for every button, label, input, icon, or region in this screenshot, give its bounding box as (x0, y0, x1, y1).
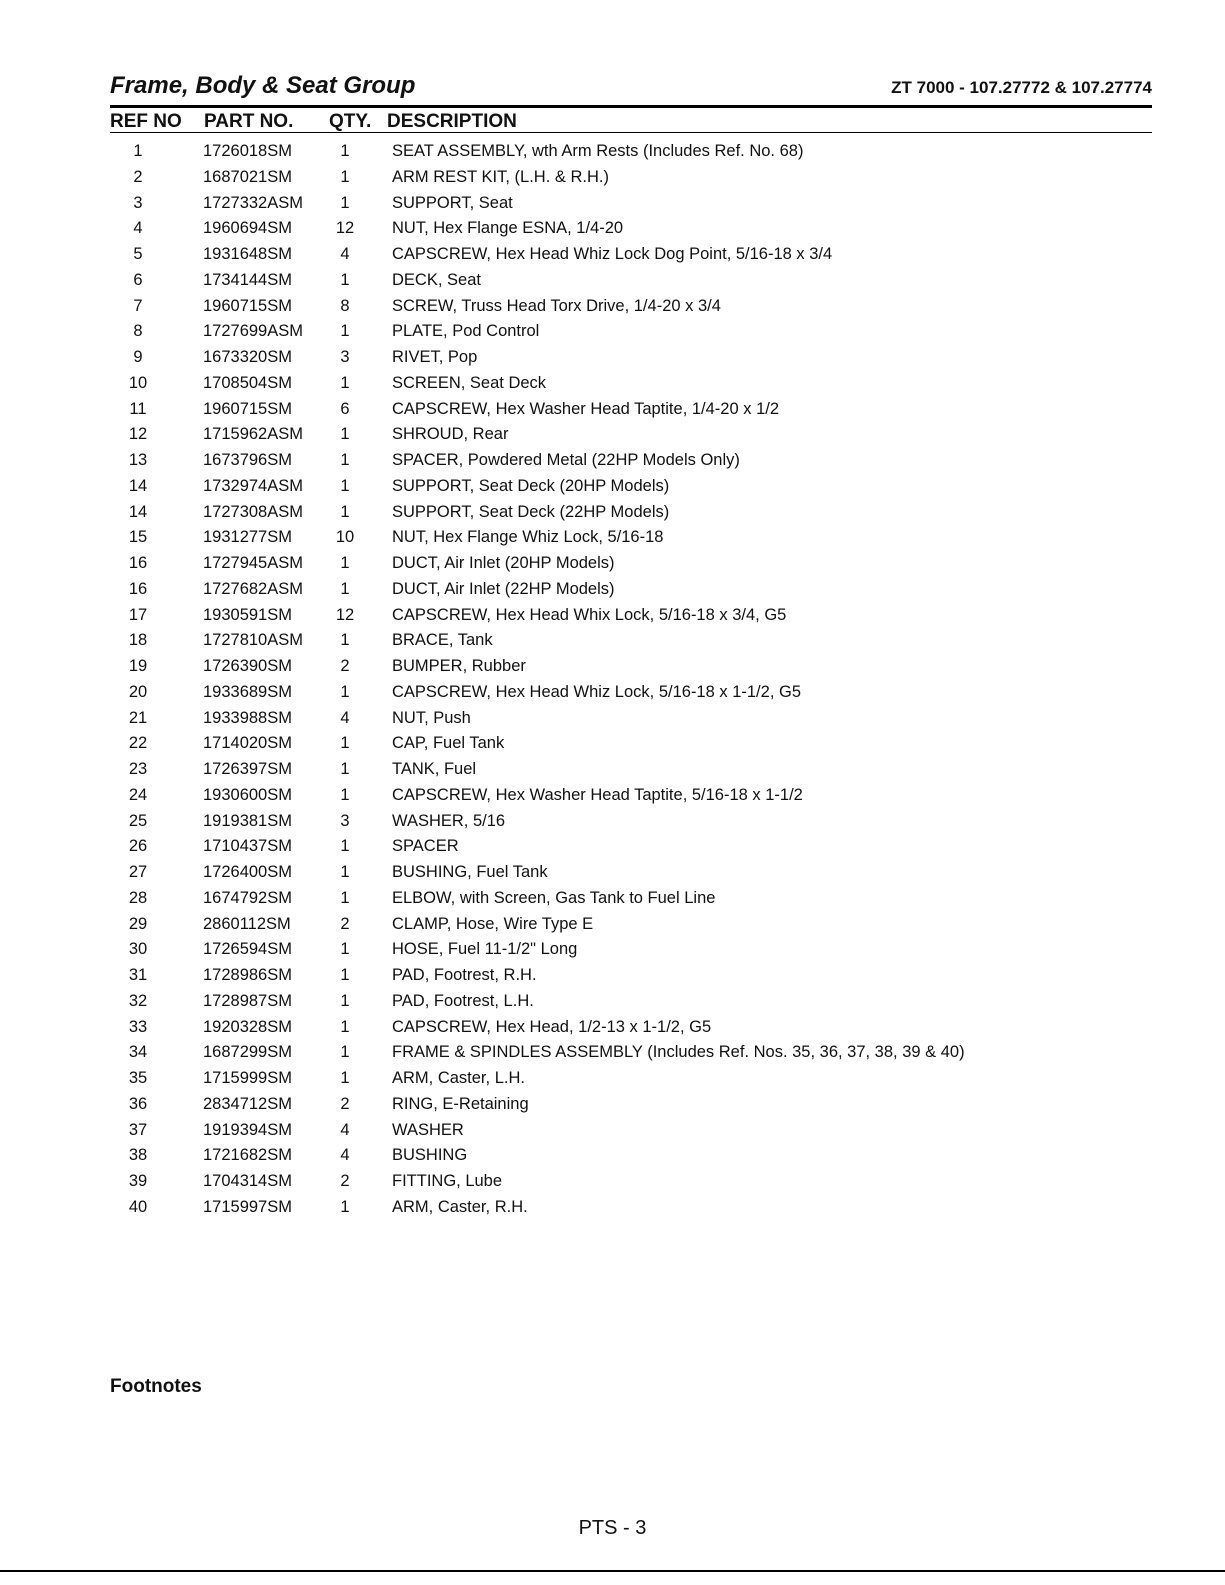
description-cell: RING, E-Retaining (392, 1094, 529, 1113)
quantity-cell: 1 (340, 142, 350, 160)
table-row (0, 809, 1225, 835)
quantity-cell: 1 (340, 373, 350, 392)
quantity-cell: 6 (340, 399, 350, 418)
description-cell: FITTING, Lube (392, 1172, 503, 1190)
ref-number-cell: 31 (128, 966, 148, 984)
part-number-cell: 1933689SM (203, 682, 292, 701)
quantity-cell: 4 (340, 245, 350, 263)
description-cell: CAPSCREW, Hex Head Whiz Lock, 5/16-18 x 1-1/2, G5 (392, 682, 801, 701)
ref-number-cell: 19 (128, 657, 148, 675)
part-number-cell: 1726594SM (203, 940, 292, 959)
table-row (0, 731, 1225, 757)
part-number-cell: 1687021SM (203, 167, 292, 186)
part-number-cell: 1960715SM (203, 296, 292, 315)
table-row (0, 680, 1225, 706)
description-cell: CAPSCREW, Hex Head, 1/2-13 x 1-1/2, G5 (392, 1017, 712, 1036)
quantity-cell: 4 (340, 1120, 350, 1139)
model-number: ZT 7000 - 107.27772 & 107.27774 (891, 78, 1152, 97)
ref-number-cell: 22 (128, 734, 148, 753)
part-number-cell: 1920328SM (203, 1017, 292, 1036)
table-row (0, 474, 1225, 500)
bottom-rule (0, 1570, 1225, 1572)
part-number-cell: 1726390SM (203, 657, 292, 675)
ref-number-cell: 1 (133, 142, 143, 160)
table-row (0, 603, 1225, 629)
table-row (0, 783, 1225, 809)
ref-number-cell: 37 (128, 1120, 148, 1139)
part-number-cell: 1727699ASM (203, 322, 303, 341)
quantity-cell: 1 (340, 1017, 350, 1036)
description-cell: SCREW, Truss Head Torx Drive, 1/4-20 x 3/4 (392, 296, 721, 315)
description-cell: BUSHING (392, 1146, 468, 1165)
description-cell: CAPSCREW, Hex Washer Head Taptite, 5/16-18 x 1-1/2 (392, 785, 803, 804)
quantity-cell: 8 (340, 296, 350, 315)
table-row (0, 1066, 1225, 1092)
quantity-cell: 2 (340, 1172, 350, 1190)
ref-number-cell: 15 (128, 528, 148, 547)
quantity-cell: 1 (340, 502, 350, 521)
part-number-cell: 1931648SM (203, 245, 292, 263)
ref-number-cell: 29 (128, 914, 148, 933)
table-row (0, 345, 1225, 371)
ref-number-cell: 32 (128, 991, 148, 1010)
ref-number-cell: 20 (128, 682, 148, 701)
column-header-description: DESCRIPTION (387, 111, 517, 132)
part-number-cell: 1727810ASM (203, 631, 303, 650)
part-number-cell: 1734144SM (203, 270, 292, 289)
ref-number-cell: 5 (133, 245, 143, 263)
description-cell: HOSE, Fuel 11-1/2" Long (392, 940, 578, 959)
quantity-cell: 12 (335, 219, 355, 238)
quantity-cell: 1 (340, 760, 350, 778)
ref-number-cell: 16 (128, 554, 148, 572)
column-header-ref: REF NO (110, 111, 182, 132)
column-header-part: PART NO. (204, 111, 294, 132)
part-number-cell: 1732974ASM (203, 476, 303, 495)
table-row (0, 1169, 1225, 1195)
ref-number-cell: 3 (133, 193, 143, 212)
table-row (0, 242, 1225, 268)
description-cell: SCREEN, Seat Deck (392, 373, 547, 392)
description-cell: BUMPER, Rubber (392, 657, 526, 675)
parts-table (0, 139, 1225, 1221)
ref-number-cell: 27 (128, 863, 148, 881)
part-number-cell: 1727332ASM (203, 193, 303, 212)
ref-number-cell: 26 (128, 837, 148, 856)
table-row (0, 886, 1225, 912)
part-number-cell: 1708504SM (203, 373, 292, 392)
column-header-rule (110, 132, 1152, 133)
quantity-cell: 1 (340, 888, 350, 907)
quantity-cell: 1 (340, 579, 350, 598)
description-cell: DUCT, Air Inlet (22HP Models) (392, 579, 615, 598)
ref-number-cell: 25 (128, 811, 148, 830)
part-number-cell: 1673320SM (203, 348, 292, 366)
ref-number-cell: 35 (128, 1069, 148, 1087)
description-cell: BRACE, Tank (392, 631, 493, 650)
part-number-cell: 1931277SM (203, 528, 292, 547)
ref-number-cell: 33 (128, 1017, 148, 1036)
part-number-cell: 1930591SM (203, 605, 292, 624)
table-row (0, 1040, 1225, 1066)
table-row (0, 1015, 1225, 1041)
description-cell: SPACER, Powdered Metal (22HP Models Only) (392, 451, 740, 469)
part-number-cell: 1687299SM (203, 1043, 292, 1062)
ref-number-cell: 34 (128, 1043, 148, 1062)
table-row (0, 912, 1225, 938)
table-row (0, 1118, 1225, 1144)
ref-number-cell: 8 (133, 322, 143, 341)
part-number-cell: 1710437SM (203, 837, 292, 856)
table-row (0, 371, 1225, 397)
part-number-cell: 1726397SM (203, 760, 292, 778)
quantity-cell: 1 (340, 1043, 350, 1062)
description-cell: DUCT, Air Inlet (20HP Models) (392, 554, 615, 572)
ref-number-cell: 7 (133, 296, 143, 315)
quantity-cell: 10 (335, 528, 355, 547)
quantity-cell: 3 (340, 348, 350, 366)
table-row (0, 577, 1225, 603)
description-cell: SUPPORT, Seat Deck (20HP Models) (392, 476, 670, 495)
part-number-cell: 1721682SM (203, 1146, 292, 1165)
table-row (0, 706, 1225, 732)
table-row (0, 191, 1225, 217)
description-cell: ARM, Caster, L.H. (392, 1069, 525, 1087)
description-cell: BUSHING, Fuel Tank (392, 863, 548, 881)
part-number-cell: 1727945ASM (203, 554, 303, 572)
ref-number-cell: 2 (133, 167, 143, 186)
quantity-cell: 1 (340, 167, 350, 186)
quantity-cell: 1 (340, 991, 350, 1010)
table-row (0, 268, 1225, 294)
part-number-cell: 1726018SM (203, 142, 292, 160)
quantity-cell: 1 (340, 682, 350, 701)
quantity-cell: 1 (340, 1197, 350, 1216)
table-row (0, 989, 1225, 1015)
table-row (0, 654, 1225, 680)
ref-number-cell: 12 (128, 425, 148, 444)
description-cell: NUT, Hex Flange ESNA, 1/4-20 (392, 219, 624, 238)
quantity-cell: 12 (335, 605, 355, 624)
quantity-cell: 3 (340, 811, 350, 830)
description-cell: CLAMP, Hose, Wire Type E (392, 914, 594, 933)
description-cell: CAP, Fuel Tank (392, 734, 505, 753)
description-cell: SPACER (392, 837, 459, 856)
part-number-cell: 1726400SM (203, 863, 292, 881)
ref-number-cell: 38 (128, 1146, 148, 1165)
part-number-cell: 1960715SM (203, 399, 292, 418)
part-number-cell: 1715997SM (203, 1197, 292, 1216)
page-number: PTS - 3 (578, 1517, 647, 1539)
quantity-cell: 2 (340, 657, 350, 675)
table-row (0, 860, 1225, 886)
quantity-cell: 1 (340, 863, 350, 881)
table-row (0, 963, 1225, 989)
part-number-cell: 1727682ASM (203, 579, 303, 598)
description-cell: NUT, Push (392, 708, 471, 727)
quantity-cell: 1 (340, 631, 350, 650)
ref-number-cell: 14 (128, 502, 148, 521)
table-row (0, 1143, 1225, 1169)
quantity-cell: 1 (340, 785, 350, 804)
table-row (0, 165, 1225, 191)
quantity-cell: 1 (340, 940, 350, 959)
quantity-cell: 1 (340, 451, 350, 469)
header-rule (110, 105, 1152, 108)
table-row (0, 834, 1225, 860)
ref-number-cell: 9 (133, 348, 143, 366)
table-row (0, 1195, 1225, 1221)
description-cell: PAD, Footrest, R.H. (392, 966, 537, 984)
description-cell: CAPSCREW, Hex Head Whix Lock, 5/16-18 x 3/4, G5 (392, 605, 787, 624)
part-number-cell: 1728987SM (203, 991, 292, 1010)
page-header (110, 72, 1152, 104)
description-cell: ARM, Caster, R.H. (392, 1197, 528, 1216)
ref-number-cell: 21 (128, 708, 148, 727)
description-cell: TANK, Fuel (392, 760, 477, 778)
quantity-cell: 2 (340, 914, 350, 933)
description-cell: SUPPORT, Seat Deck (22HP Models) (392, 502, 670, 521)
table-row (0, 628, 1225, 654)
quantity-cell: 1 (340, 1069, 350, 1087)
part-number-cell: 2834712SM (203, 1094, 292, 1113)
description-cell: FRAME & SPINDLES ASSEMBLY (Includes Ref. Nos. 35, 36, 37, 38, 39 & 40) (392, 1043, 965, 1062)
ref-number-cell: 28 (128, 888, 148, 907)
part-number-cell: 1715999SM (203, 1069, 292, 1087)
ref-number-cell: 17 (128, 605, 148, 624)
description-cell: SEAT ASSEMBLY, wth Arm Rests (Includes Ref. No. 68) (392, 142, 804, 160)
description-cell: SUPPORT, Seat (392, 193, 513, 212)
part-number-cell: 1704314SM (203, 1172, 292, 1190)
description-cell: RIVET, Pop (392, 348, 478, 366)
part-number-cell: 1933988SM (203, 708, 292, 727)
quantity-cell: 4 (340, 1146, 350, 1165)
table-row (0, 525, 1225, 551)
quantity-cell: 1 (340, 322, 350, 341)
table-row (0, 757, 1225, 783)
ref-number-cell: 23 (128, 760, 148, 778)
ref-number-cell: 10 (128, 373, 148, 392)
table-row (0, 294, 1225, 320)
table-row (0, 500, 1225, 526)
description-cell: PAD, Footrest, L.H. (392, 991, 534, 1010)
ref-number-cell: 18 (128, 631, 148, 650)
part-number-cell: 1727308ASM (203, 502, 303, 521)
part-number-cell: 1715962ASM (203, 425, 303, 444)
ref-number-cell: 13 (128, 451, 148, 469)
ref-number-cell: 39 (128, 1172, 148, 1190)
description-cell: ELBOW, with Screen, Gas Tank to Fuel Line (392, 888, 716, 907)
part-number-cell: 1919394SM (203, 1120, 292, 1139)
quantity-cell: 1 (340, 966, 350, 984)
quantity-cell: 1 (340, 270, 350, 289)
part-number-cell: 1919381SM (203, 811, 292, 830)
part-number-cell: 2860112SM (203, 914, 291, 933)
footnotes-heading: Footnotes (110, 1376, 202, 1397)
table-row (0, 139, 1225, 165)
part-number-cell: 1728986SM (203, 966, 292, 984)
description-cell: PLATE, Pod Control (392, 322, 540, 341)
description-cell: CAPSCREW, Hex Washer Head Taptite, 1/4-20 x 1/2 (392, 399, 780, 418)
description-cell: NUT, Hex Flange Whiz Lock, 5/16-18 (392, 528, 664, 547)
part-number-cell: 1960694SM (203, 219, 292, 238)
ref-number-cell: 11 (129, 399, 147, 418)
quantity-cell: 1 (340, 476, 350, 495)
quantity-cell: 4 (340, 708, 350, 727)
table-row (0, 448, 1225, 474)
table-row (0, 319, 1225, 345)
part-number-cell: 1714020SM (203, 734, 292, 753)
description-cell: CAPSCREW, Hex Head Whiz Lock Dog Point, 5/16-18 x 3/4 (392, 245, 833, 263)
table-row (0, 216, 1225, 242)
description-cell: ARM REST KIT, (L.H. & R.H.) (392, 167, 609, 186)
quantity-cell: 1 (340, 734, 350, 753)
quantity-cell: 1 (340, 554, 350, 572)
ref-number-cell: 6 (133, 270, 143, 289)
ref-number-cell: 4 (133, 219, 143, 238)
ref-number-cell: 24 (128, 785, 148, 804)
table-row (0, 551, 1225, 577)
ref-number-cell: 14 (128, 476, 148, 495)
quantity-cell: 1 (340, 425, 350, 444)
description-cell: WASHER, 5/16 (392, 811, 506, 830)
description-cell: DECK, Seat (392, 270, 481, 289)
part-number-cell: 1674792SM (203, 888, 292, 907)
ref-number-cell: 16 (128, 579, 148, 598)
part-number-cell: 1930600SM (203, 785, 292, 804)
part-number-cell: 1673796SM (203, 451, 292, 469)
table-row (0, 422, 1225, 448)
description-cell: WASHER (392, 1120, 464, 1139)
table-row (0, 937, 1225, 963)
quantity-cell: 1 (340, 193, 350, 212)
column-header-qty: QTY. (329, 111, 372, 132)
table-row (0, 1092, 1225, 1118)
table-row (0, 397, 1225, 423)
description-cell: SHROUD, Rear (392, 425, 509, 444)
quantity-cell: 1 (340, 837, 350, 856)
ref-number-cell: 30 (128, 940, 148, 959)
ref-number-cell: 40 (128, 1197, 148, 1216)
quantity-cell: 2 (340, 1094, 350, 1113)
ref-number-cell: 36 (128, 1094, 148, 1113)
page-title: Frame, Body & Seat Group (110, 72, 416, 99)
